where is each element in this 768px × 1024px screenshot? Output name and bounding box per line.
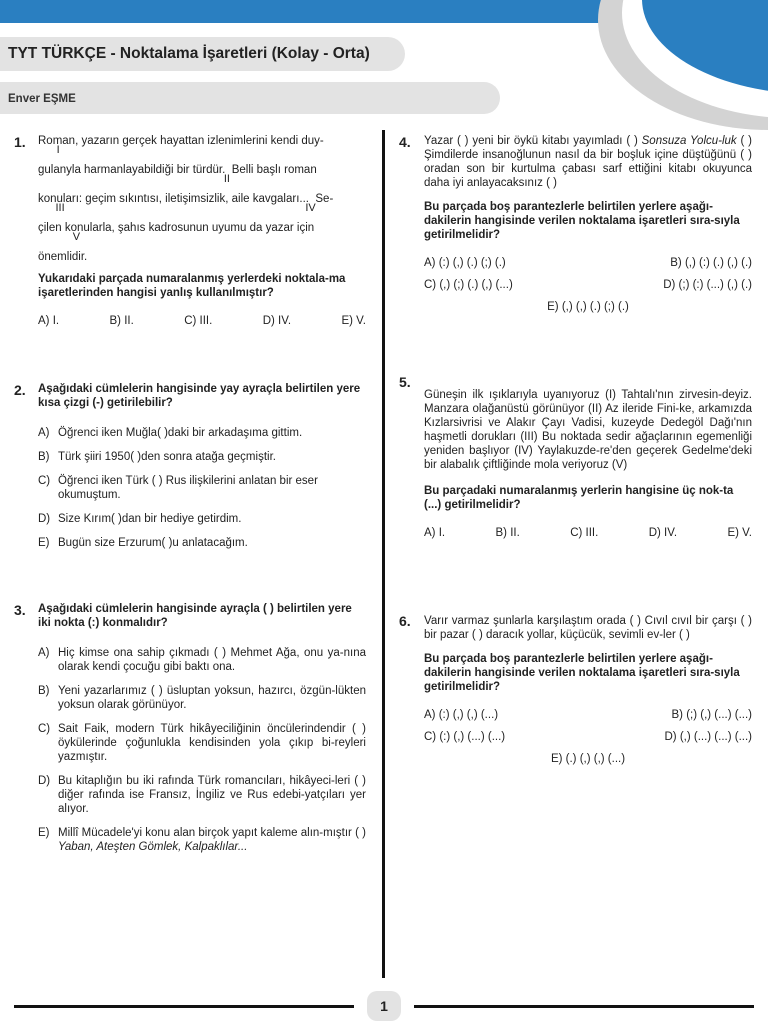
option-b[interactable]: B) II.: [495, 527, 520, 539]
question-4-number: 4.: [399, 134, 411, 150]
q1-line-4: çilen konularla, V şahıs kadrosunun uyumu da yazar için: [38, 222, 315, 243]
question-5: [424, 388, 752, 540]
roman-numeral-3: III: [55, 202, 65, 214]
page-title: TYT TÜRKÇE - Noktalama İşaretleri (Kolay - Orta): [8, 45, 370, 62]
question-1-options: [38, 314, 366, 328]
option-e[interactable]: E) V.: [727, 527, 752, 539]
question-1-number: 1.: [14, 134, 26, 150]
option-b[interactable]: B) (;) (,) (...) (...): [671, 709, 752, 721]
option-c[interactable]: C) Öğrenci iken Türk ( ) Rus ilişkilerini anlatan bir eser okumuştum.: [38, 475, 318, 501]
option-d[interactable]: D) IV.: [648, 527, 678, 539]
question-2-number: 2.: [14, 382, 26, 398]
question-5-passage: Güneşin ilk ışıklarıyla uyanıyoruz (I) Tahtalı'nın zirvesin-deyiz. Manzara olağanüstü görünüyor (II) Az ileride Fini-ke, arkamızda Kızlarsivrisi ve Alakır Çayı Vadisi, kuzeyde Dedegöl Dağı'nın haşmetli dorukları (III) Bu noktada sedir ağaçlarının egemenliği yeniden başlıyor (IV) Yaylakuzde-re'den geçerek Gedelme'deki bir alabalık çiftliğinde mola veriyoruz (V): [424, 389, 752, 471]
question-5-number: 5.: [399, 374, 411, 390]
question-3-stem: Aşağıdaki cümlelerin hangisinde ayraçla ( ) belirtilen yere iki nokta (:) konmalıdır?: [38, 603, 352, 629]
q1-mark-2: [223, 163, 230, 185]
option-b[interactable]: B) Yeni yazarlarımız ( ) üsluptan yoksun, hazırcı, özgün-lükten yoksun olarak görünüyor.: [38, 685, 366, 711]
question-5-options: [424, 526, 752, 540]
question-4-options-row-2: [424, 278, 752, 292]
question-2: [38, 382, 366, 557]
option-a[interactable]: A) I.: [424, 527, 446, 539]
option-e[interactable]: E) Bugün size Erzurum( )u anlatacağım.: [38, 537, 248, 549]
option-c[interactable]: C) III.: [184, 315, 213, 327]
option-d[interactable]: D) (;) (:) (...) (,) (.): [663, 279, 752, 291]
option-e[interactable]: E) (,) (,) (.) (;) (.): [547, 301, 629, 313]
option-a[interactable]: A) Öğrenci iken Muğla( )daki bir arkadaşıma gittim.: [38, 427, 303, 439]
option-e[interactable]: E) (.) (,) (,) (...): [550, 753, 626, 765]
option-d[interactable]: D) IV.: [262, 315, 292, 327]
q1-line-2: gulanyla harmanlayabildiği bir türdür. II Belli başlı roman: [38, 164, 317, 185]
option-b[interactable]: B) Türk şiiri 1950( )den sonra atağa geçmiştir.: [38, 451, 276, 463]
question-3-options: [38, 646, 366, 854]
question-6-number: 6.: [399, 613, 411, 629]
q1-mark-1: Roman, I: [38, 135, 79, 156]
question-6-stem: Bu parçada boş parantezlerle belirtilen yerlere aşağı-dakilerin hangisinde verilen noktalama işaretleri sıra-sıyla getirilmelidir?: [424, 653, 740, 693]
footer-rule-left: [14, 1005, 354, 1008]
option-d[interactable]: D) (,) (...) (...) (...): [664, 731, 752, 743]
q1-mark-5: çilen konularla, V: [38, 222, 115, 243]
q1-mark-4: [305, 192, 316, 214]
column-divider: [382, 130, 385, 978]
question-6-passage: Varır varmaz şunlarla karşılaştım orada ( ) Cıvıl cıvıl bir çarşı ( ) bir pazar ( ) daracık yollar, küçücük, sevimli ev-ler ( ): [424, 615, 752, 641]
question-4-options-row-1: [424, 256, 752, 270]
question-3: [38, 602, 366, 861]
footer-rule-right: [414, 1005, 754, 1008]
question-2-stem: Aşağıdaki cümlelerin hangisinde yay ayraçla belirtilen yere kısa çizgi (-) getirilebilir?: [38, 383, 361, 409]
option-c[interactable]: C) (,) (;) (.) (,) (...): [424, 279, 513, 291]
q1-mark-3: konuları: III: [38, 193, 83, 214]
option-a[interactable]: A) (:) (,) (,) (...): [424, 709, 499, 721]
option-b[interactable]: B) (,) (:) (.) (,) (.): [670, 257, 752, 269]
header-decoration: [598, 0, 768, 130]
option-e[interactable]: E) V.: [341, 315, 366, 327]
question-1: [38, 134, 366, 328]
roman-numeral-5: V: [72, 231, 81, 243]
option-a[interactable]: A) I.: [38, 315, 60, 327]
question-4: [424, 134, 752, 314]
question-2-options: [38, 426, 366, 550]
page-number: 1: [367, 991, 401, 1021]
q1-line-5: önemlidir.: [38, 251, 88, 263]
option-c[interactable]: C) Sait Faik, modern Türk hikâyeciliğinin öncülerindendir ( ) öykülerinde çoğunlukla kendisinden yola çıkıp bi-reyleri yazmıştır.: [38, 723, 366, 763]
option-c[interactable]: C) (:) (,) (...) (...): [424, 731, 506, 743]
roman-numeral-1: I: [56, 144, 60, 156]
q1-line-3: konuları: III geçim sıkıntısı, iletişimsizlik, aile kavgaları... IV Se-: [38, 193, 334, 214]
option-a[interactable]: A) (:) (,) (.) (;) (.): [424, 257, 506, 269]
option-a[interactable]: A) Hiç kimse ona sahip çıkmadı ( ) Mehmet Ağa, onu ya-nına olarak kendi çocuğu gibi baktı ona.: [38, 647, 366, 673]
question-6: [424, 614, 752, 766]
question-6-options-row-2: [424, 730, 752, 744]
question-1-stem: Yukarıdaki parçada numaralanmış yerlerdeki noktala-ma işaretlerinden hangisi yanlış kullanılmıştır?: [38, 273, 346, 299]
option-d[interactable]: D) Bu kitaplığın bu iki rafında Türk romancıları, hikâyeci-leri ( ) diğer rafında ise Fransız, İngiliz ve Rus edebi-yatçıları yer alıyor.: [38, 775, 366, 815]
question-5-stem: Bu parçadaki numaralanmış yerlerin hangisine üç nok-ta (...) getirilmelidir?: [424, 485, 734, 511]
q1-line-1: Roman, I yazarın gerçek hayattan izlenimlerini kendi duy-: [38, 135, 324, 156]
option-b[interactable]: B) II.: [109, 315, 134, 327]
author-name: Enver EŞME: [8, 93, 76, 105]
question-4-stem: Bu parçada boş parantezlerle belirtilen yerlere aşağı-dakilerin hangisinde verilen noktalama işaretleri sıra-sıyla getirilmelidir?: [424, 201, 740, 241]
option-d[interactable]: D) Size Kırım( )dan bir hediye getirdim.: [38, 513, 242, 525]
question-6-options-row-1: [424, 708, 752, 722]
question-4-passage: Yazar ( ) yeni bir öykü kitabı yayımladı ( ) Sonsuza Yolcu-luk ( ) Şimdilerde insanoğlunun nasıl da bir boşluk içine düştüğünü ( ) oradan son bir kurtulma çabası sarf ettiğini kitabı okuyunca daha iyi anlayacaksınız ( ): [424, 135, 752, 189]
option-c[interactable]: C) III.: [570, 527, 599, 539]
option-e[interactable]: E) Millî Mücadele'yi konu alan birçok yapıt kaleme alın-mıştır ( ) Yaban, Ateşten Gömlek, Kalpaklılar...: [38, 827, 366, 853]
roman-numeral-2: II: [223, 173, 230, 185]
roman-numeral-4: IV: [305, 202, 316, 214]
question-3-number: 3.: [14, 602, 26, 618]
